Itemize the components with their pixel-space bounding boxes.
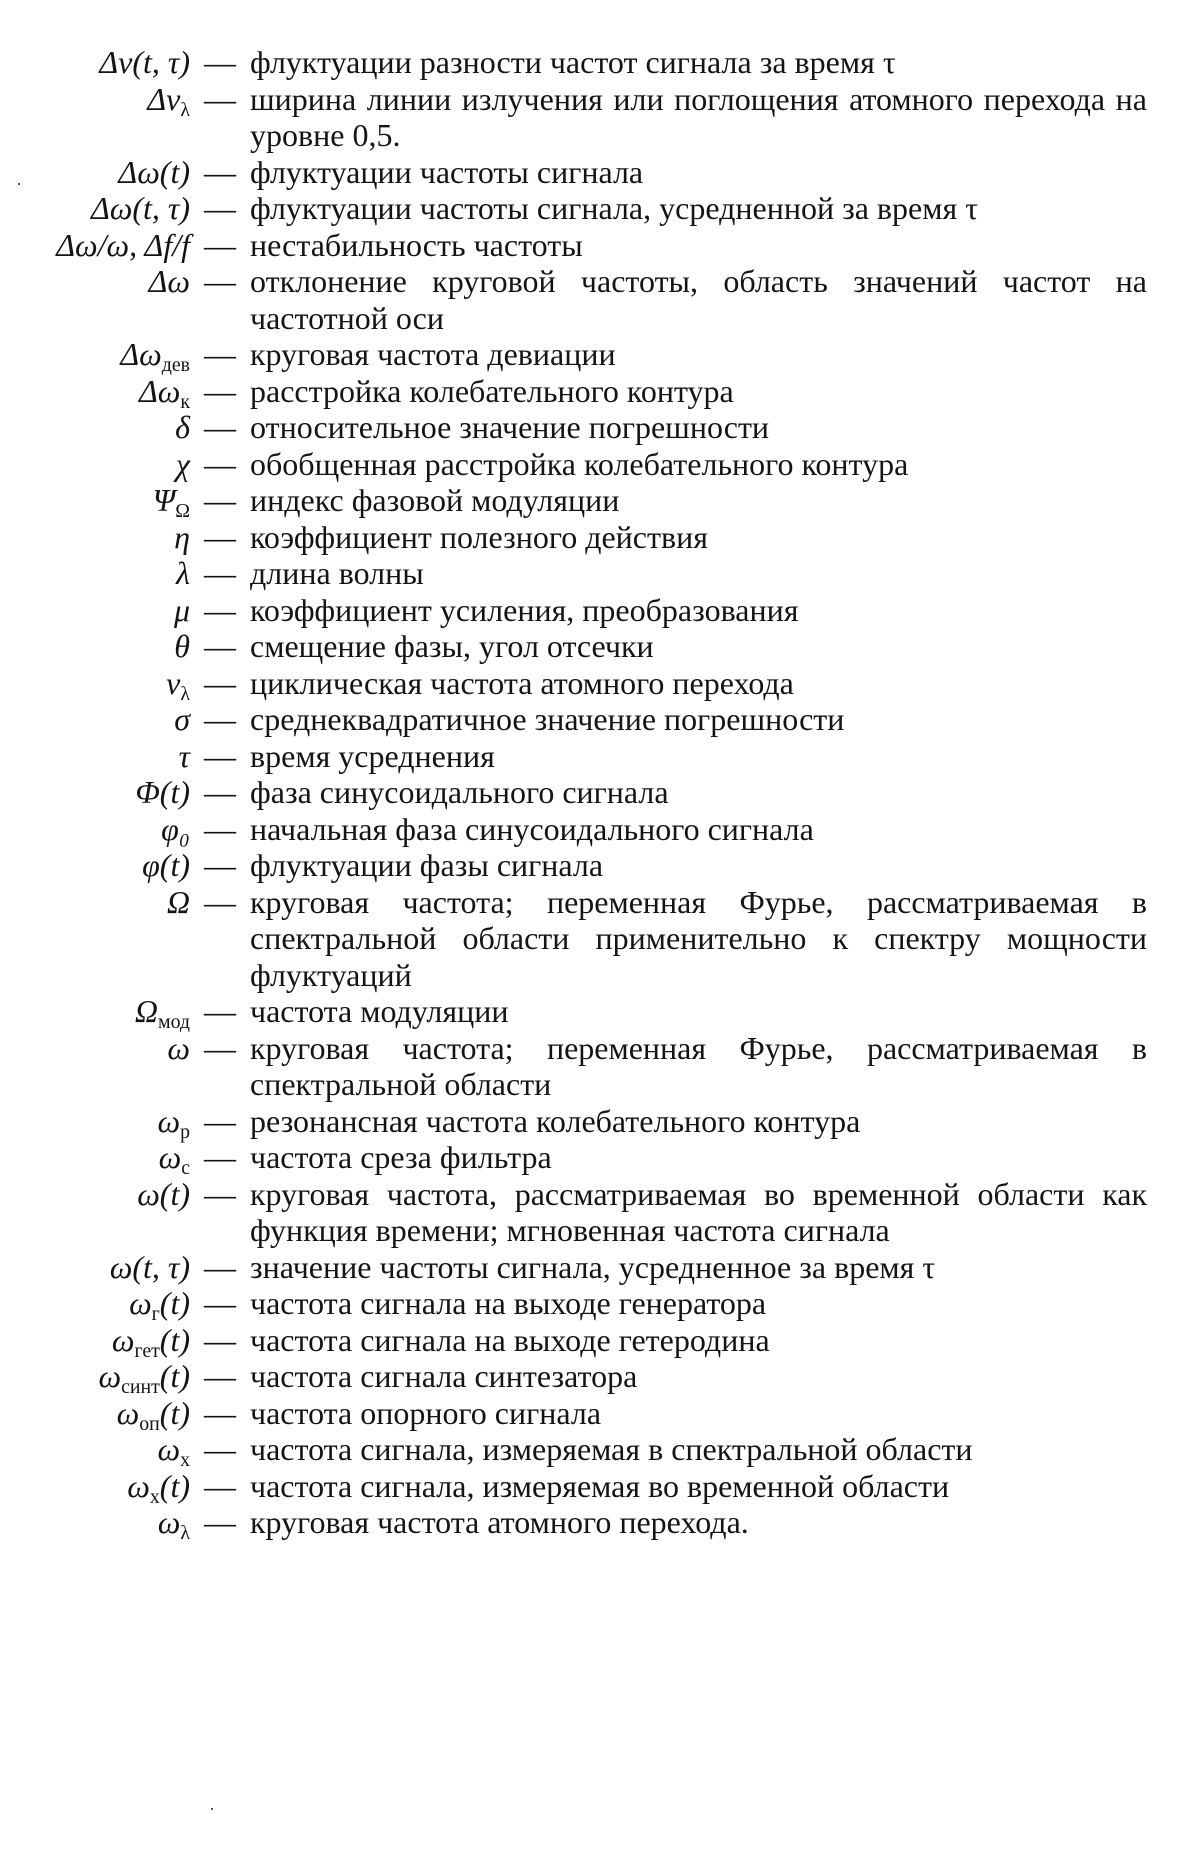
entry-description: индекс фазовой модуляции (250, 482, 620, 518)
entry-symbol: $\Psi_\Omega$ (152, 482, 190, 522)
entry-symbol: Δν(t, τ) (99, 44, 190, 80)
entry-symbol: ω(t) (137, 1175, 190, 1212)
glossary-entry (0, 1176, 1200, 1249)
glossary-entry (0, 1394, 1200, 1435)
entry-description: круговая частота, рассматриваемая во временной области как функция времени; мгновенная частота сигнала (250, 1175, 1147, 1248)
entry-dash: — (204, 336, 236, 372)
entry-description: частота среза фильтра (250, 1139, 552, 1175)
entry-dash: — (204, 190, 236, 226)
entry-dash: — (204, 226, 236, 263)
entry-description: обобщенная расстройка колебательного контура (250, 445, 909, 482)
entry-symbol: $\omega_{гет}(t)$ (111, 1321, 190, 1362)
glossary-entry (0, 1139, 1200, 1179)
entry-symbol: χ (175, 445, 190, 482)
entry-dash: — (204, 774, 236, 810)
entry-dash: — (204, 1175, 236, 1212)
entry-dash: — (204, 1029, 236, 1066)
entry-symbol: φ(t) (142, 847, 190, 883)
entry-description: круговая частота; переменная Фурье, рассматриваемая в спектральной области применительно к спектру мощности флуктуаций (250, 883, 1147, 993)
entry-dash: — (204, 701, 236, 737)
entry-symbol: τ (178, 737, 190, 774)
entry-symbol: ω (167, 1029, 190, 1066)
glossary-entry (0, 555, 1200, 592)
glossary-entry (0, 701, 1200, 738)
entry-dash: — (204, 847, 236, 883)
glossary-entry (0, 1358, 1200, 1398)
entry-description: коэффициент усиления, преобразования (250, 591, 799, 628)
entry-symbol: λ (176, 555, 190, 591)
glossary-entry (0, 592, 1200, 629)
glossary-entry (0, 1285, 1200, 1325)
entry-symbol: η (174, 518, 190, 555)
glossary-entry (0, 1431, 1200, 1471)
entry-dash: — (204, 518, 236, 555)
glossary-entry (0, 190, 1200, 227)
entry-dash: — (204, 153, 236, 190)
entry-dash: — (204, 80, 236, 117)
entry-symbol: δ (175, 409, 190, 445)
glossary-entry (0, 1504, 1200, 1544)
glossary-entry (0, 774, 1200, 811)
glossary-entry (0, 811, 1200, 848)
entry-dash: — (204, 664, 236, 701)
entry-symbol: $\omega_x$ (157, 1431, 190, 1471)
glossary-entry (0, 1030, 1200, 1103)
entry-symbol: $\omega_{оп}(t)$ (116, 1394, 190, 1435)
entry-symbol: $\Delta\nu_\lambda$ (147, 80, 190, 121)
entry-dash: — (204, 445, 236, 482)
entry-dash: — (204, 628, 236, 664)
glossary-entry (0, 372, 1200, 413)
entry-dash: — (204, 1285, 236, 1321)
glossary-entry (0, 884, 1200, 994)
entry-description: частота сигнала, измеряемая во временной области (250, 1467, 950, 1504)
glossary-entry (0, 1467, 1200, 1508)
entry-symbol: Δω (148, 263, 190, 299)
glossary-entry (0, 1249, 1200, 1286)
entry-description: смещение фазы, угол отсечки (250, 628, 654, 664)
entry-symbol: $\omega_\lambda$ (157, 1504, 190, 1544)
symbol-glossary (0, 44, 1200, 1544)
glossary-entry (0, 1102, 1200, 1143)
glossary-entry (0, 1321, 1200, 1362)
entry-dash: — (204, 263, 236, 299)
entry-dash: — (204, 1467, 236, 1504)
entry-description: флуктуации частоты сигнала, усредненной за время τ (250, 190, 979, 226)
entry-dash: — (204, 1248, 236, 1285)
entry-description: флуктуации разности частот сигнала за время τ (250, 44, 896, 80)
entry-description: расстройка колебательного контура (250, 372, 734, 409)
entry-dash: — (204, 883, 236, 920)
entry-description: флуктуации фазы сигнала (250, 847, 604, 883)
entry-dash: — (204, 44, 236, 80)
entry-symbol: φ₀ (161, 810, 190, 847)
entry-symbol: $\nu_\lambda$ (166, 664, 190, 705)
entry-dash: — (204, 1431, 236, 1467)
entry-description: нестабильность частоты (250, 226, 583, 263)
entry-dash: — (204, 810, 236, 847)
entry-description: частота сигнала, измеряемая в спектральной области (250, 1431, 973, 1467)
entry-dash: — (204, 1358, 236, 1394)
entry-symbol: Ω (166, 883, 190, 920)
entry-description: круговая частота атомного перехода. (250, 1504, 749, 1540)
entry-description: резонансная частота колебательного контура (250, 1102, 861, 1139)
entry-symbol: Δω(t, τ) (90, 190, 190, 226)
scan-speck (211, 1808, 213, 1810)
entry-symbol: Δω(t) (118, 153, 190, 190)
entry-dash: — (204, 372, 236, 409)
entry-description: частота опорного сигнала (250, 1394, 602, 1431)
entry-description: частота модуляции (250, 993, 509, 1029)
entry-dash: — (204, 1504, 236, 1540)
scan-speck (18, 183, 20, 185)
glossary-entry (0, 446, 1200, 483)
entry-description: коэффициент полезного действия (250, 518, 708, 555)
entry-dash: — (204, 1139, 236, 1175)
entry-description: значение частоты сигнала, усредненное за время τ (250, 1248, 936, 1285)
entry-symbol: $\Delta\omega_к$ (138, 372, 190, 413)
glossary-entry (0, 482, 1200, 522)
glossary-entry (0, 81, 1200, 154)
entry-symbol: Φ(t) (135, 774, 190, 810)
entry-description: начальная фаза синусоидального сигнала (250, 810, 814, 847)
entry-dash: — (204, 409, 236, 445)
entry-symbol: ω(t, τ) (109, 1248, 190, 1285)
entry-dash: — (204, 591, 236, 628)
glossary-entry (0, 738, 1200, 775)
entry-dash: — (204, 482, 236, 518)
entry-description: время усреднения (250, 737, 495, 774)
glossary-entry (0, 664, 1200, 705)
entry-dash: — (204, 737, 236, 774)
entry-dash: — (204, 1321, 236, 1358)
entry-symbol: $\omega_с$ (158, 1139, 190, 1179)
entry-description: длина волны (250, 555, 424, 591)
glossary-entry (0, 628, 1200, 665)
entry-description: круговая частота девиации (250, 336, 616, 372)
entry-dash: — (204, 993, 236, 1029)
entry-symbol: μ (173, 591, 190, 628)
glossary-entry (0, 519, 1200, 556)
entry-description: частота сигнала синтезатора (250, 1358, 638, 1394)
glossary-entry (0, 993, 1200, 1033)
glossary-entry (0, 227, 1200, 264)
glossary-entry (0, 44, 1200, 81)
entry-symbol: $\Delta\omega_{дев}$ (120, 336, 190, 376)
glossary-entry (0, 154, 1200, 191)
entry-description: фаза синусоидального сигнала (250, 774, 669, 810)
entry-symbol: $\omega_{синт}(t)$ (98, 1358, 190, 1398)
entry-description: среднеквадратичное значение погрешности (250, 701, 845, 737)
entry-symbol: $\omega_р$ (157, 1102, 190, 1143)
entry-symbol: $\omega_x(t)$ (127, 1467, 190, 1508)
entry-symbol: σ (174, 701, 190, 737)
glossary-entry (0, 409, 1200, 446)
entry-description: циклическая частота атомного перехода (250, 664, 794, 701)
entry-description: круговая частота; переменная Фурье, рассматриваемая в спектральной области (250, 1029, 1147, 1102)
glossary-entry (0, 263, 1200, 336)
glossary-entry (0, 336, 1200, 376)
entry-description: отклонение круговой частоты, область значений частот на частотной оси (250, 263, 1147, 336)
entry-symbol: Δω/ω, Δf/f (56, 226, 190, 263)
entry-description: относительное значение погрешности (250, 409, 770, 445)
entry-dash: — (204, 1394, 236, 1431)
entry-symbol: $\Omega_{мод}$ (134, 993, 190, 1033)
entry-symbol: θ (174, 628, 190, 664)
entry-dash: — (204, 1102, 236, 1139)
entry-dash: — (204, 555, 236, 591)
entry-description: флуктуации частоты сигнала (250, 153, 644, 190)
entry-symbol: $\omega_г(t)$ (129, 1285, 190, 1325)
entry-description: ширина линии излучения или поглощения атомного перехода на уровне 0,5. (250, 80, 1147, 153)
glossary-entry (0, 847, 1200, 884)
entry-description: частота сигнала на выходе гетеродина (250, 1321, 770, 1358)
entry-description: частота сигнала на выходе генератора (250, 1285, 767, 1321)
